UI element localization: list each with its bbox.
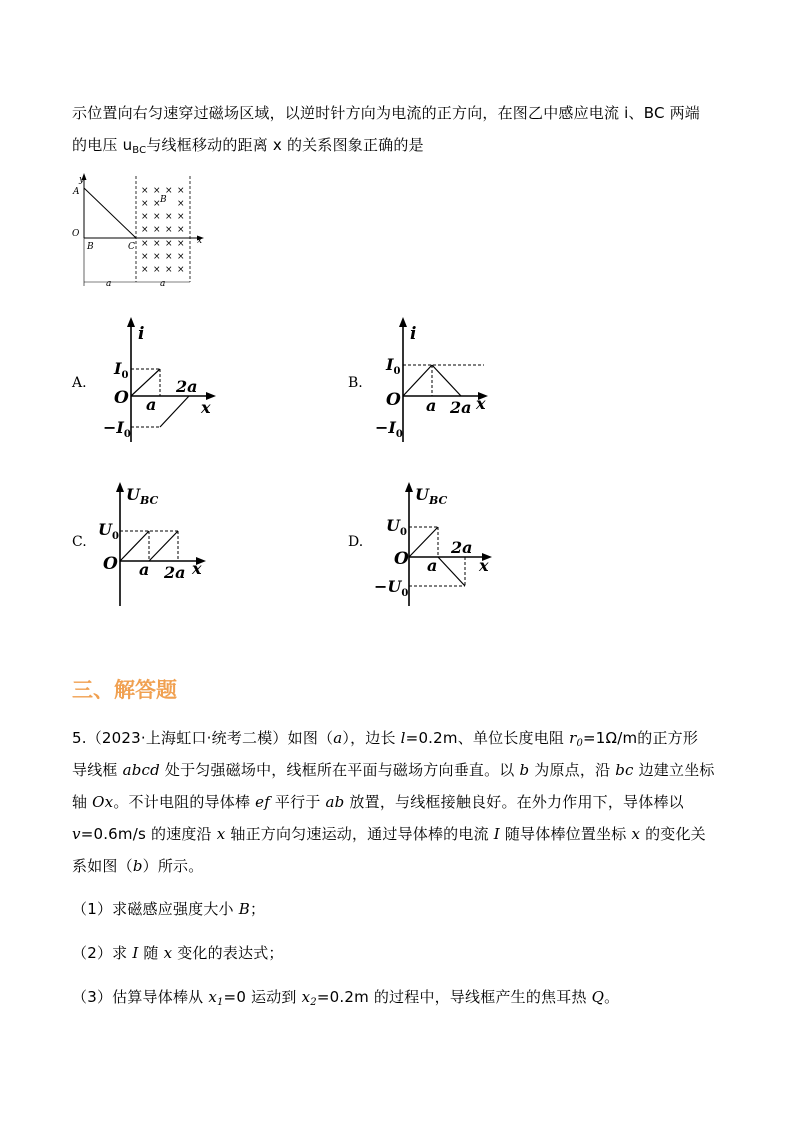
option-a-label: A. xyxy=(72,375,87,391)
field-cross-mark: × xyxy=(165,186,173,196)
axis-label-x: x xyxy=(197,236,203,246)
text-segment: 5.（2023·上海虹口·统考二模）如图（ xyxy=(72,729,334,747)
text-segment: =0.2m、单位长度电阻 xyxy=(405,729,570,747)
length-label-a1: a xyxy=(106,279,112,289)
text-segment: ； xyxy=(249,900,266,918)
origin-label: O xyxy=(386,390,401,410)
y-axis-label: i xyxy=(410,324,417,344)
field-cross-mark: × xyxy=(165,212,173,222)
text-segment: 放置，与线框接触良好。在外力作用下，导体棒以 xyxy=(344,793,684,811)
field-cross-mark: × xyxy=(165,252,173,262)
tick-2a-label: 2a xyxy=(176,377,198,396)
length-label-a2: a xyxy=(160,279,166,289)
point-label-c: C xyxy=(128,242,135,252)
text-segment: bc xyxy=(615,761,634,779)
text-segment: x xyxy=(208,988,217,1006)
neg-i0-label: $-I_0$ xyxy=(103,418,131,440)
tick-2a-label: 2a xyxy=(451,538,473,557)
text-segment: x xyxy=(216,825,226,843)
q5-line-1 xyxy=(72,727,698,749)
point-label-a: A xyxy=(73,187,80,197)
neg-i0-label: $-I_0$ xyxy=(375,418,403,440)
field-cross-mark: × xyxy=(153,239,161,249)
i0-label: $I_0$ xyxy=(114,359,129,381)
text-segment: a xyxy=(333,729,343,747)
text-segment: x xyxy=(301,988,311,1006)
y-axis-label: $U_{BC}$ xyxy=(126,485,159,507)
text-segment: 随 xyxy=(138,944,164,962)
text-segment: 。不计电阻的导体棒 xyxy=(113,793,256,811)
x-axis-label: x xyxy=(192,559,202,578)
q5-subquestion-2 xyxy=(72,942,284,963)
text-segment: 的变化关 xyxy=(640,825,706,843)
option-a-graph xyxy=(100,315,230,445)
text-segment: x xyxy=(631,825,641,843)
origin-label: O xyxy=(394,549,409,569)
text-segment: （1）求磁感应强度大小 xyxy=(72,900,239,918)
neg-u0-label: $-U_0$ xyxy=(374,577,409,599)
text-segment: =0 运动到 xyxy=(223,988,302,1006)
option-d-graph xyxy=(372,480,502,610)
x-axis-label: x xyxy=(201,398,211,417)
field-cross-mark: × xyxy=(177,199,185,209)
option-c-label: C. xyxy=(72,534,87,550)
tick-2a-label: 2a xyxy=(164,563,186,582)
text-segment: 变化的表达式； xyxy=(172,944,284,962)
origin-label: O xyxy=(114,388,129,408)
text-segment: =0.6m/s 的速度沿 xyxy=(80,825,217,843)
text-segment: v xyxy=(72,825,81,843)
field-cross-mark: × xyxy=(141,225,149,235)
x-axis-label: x xyxy=(476,394,486,413)
text-segment: l xyxy=(400,729,406,747)
field-cross-mark: × xyxy=(177,239,185,249)
field-cross-mark: × xyxy=(177,225,185,235)
text-segment: Q xyxy=(591,988,605,1006)
option-d-label: D. xyxy=(348,534,364,550)
field-label-b: B xyxy=(160,195,167,205)
section-title: 三、解答题 xyxy=(72,678,177,702)
point-label-b: B xyxy=(87,242,94,252)
tick-a-label: a xyxy=(146,395,157,414)
field-cross-mark: × xyxy=(153,265,161,275)
text-segment: b xyxy=(132,857,143,875)
field-cross-mark: × xyxy=(177,212,185,222)
subscript: BC xyxy=(132,145,147,156)
text-segment: ab xyxy=(325,793,345,811)
subscript: 2 xyxy=(310,997,317,1008)
text-segment: ）所示。 xyxy=(142,857,204,875)
i0-label: $I_0$ xyxy=(386,355,401,377)
text-segment: ef xyxy=(255,793,270,811)
option-b-graph xyxy=(372,315,502,445)
tick-a-label: a xyxy=(427,556,438,575)
q5-line-3 xyxy=(72,791,684,812)
field-cross-mark: × xyxy=(141,199,149,209)
text-segment: r xyxy=(569,729,577,747)
field-cross-mark: × xyxy=(177,186,185,196)
x-axis-label: x xyxy=(479,556,489,575)
text-segment: 处于匀强磁场中，线框所在平面与磁场方向垂直。以 xyxy=(159,761,520,779)
origin-label: O xyxy=(72,229,80,239)
text-segment: 轴 xyxy=(72,793,93,811)
text-segment: 。 xyxy=(604,988,620,1006)
subscript: 0 xyxy=(576,738,584,749)
field-cross-mark: × xyxy=(141,239,149,249)
text-segment: 导线框 xyxy=(72,761,123,779)
field-cross-mark: × xyxy=(141,186,149,196)
text-segment: =0.2m 的过程中，导线框产生的焦耳热 xyxy=(316,988,592,1006)
field-cross-mark: × xyxy=(153,199,161,209)
tick-a-label: a xyxy=(139,560,150,579)
tick-a-label: a xyxy=(426,396,437,415)
field-cross-mark: × xyxy=(165,225,173,235)
text-segment: 平行于 xyxy=(269,793,326,811)
axis-label-y: y xyxy=(79,175,85,185)
y-axis-label: $U_{BC}$ xyxy=(415,485,448,507)
origin-label: O xyxy=(103,554,118,574)
field-cross-mark: × xyxy=(153,212,161,222)
field-cross-mark: × xyxy=(153,225,161,235)
u0-label: $U_0$ xyxy=(386,516,407,538)
text-segment: 轴正方向匀速运动，通过导体棒的电流 xyxy=(225,825,494,843)
field-cross-mark: × xyxy=(141,252,149,262)
text-segment: 为原点，沿 xyxy=(529,761,616,779)
field-cross-mark: × xyxy=(165,239,173,249)
text-segment: abcd xyxy=(122,761,160,779)
text-segment: （3）估算导体棒从 xyxy=(72,988,209,1006)
text-segment: 的电压 u xyxy=(72,136,133,154)
option-c-graph xyxy=(94,480,224,610)
text-segment: 边建立坐标 xyxy=(633,761,715,779)
field-cross-mark: × xyxy=(141,212,149,222)
text-segment: ），边长 xyxy=(342,729,401,747)
u0-label: $U_0$ xyxy=(98,520,119,542)
text-segment: （2）求 xyxy=(72,944,133,962)
q5-subquestion-3 xyxy=(72,986,619,1008)
question-text-line-1: 示位置向右匀速穿过磁场区域，以逆时针方向为电流的正方向，在图乙中感应电流 i、BC 两端 xyxy=(72,104,701,122)
field-cross-mark: × xyxy=(141,265,149,275)
field-cross-mark: × xyxy=(177,265,185,275)
q5-line-2 xyxy=(72,759,715,780)
text-segment: 与线框移动的距离 x 的关系图象正确的是 xyxy=(146,136,424,154)
figure-frame-field xyxy=(70,170,210,290)
field-cross-mark: × xyxy=(177,252,185,262)
text-segment: Ox xyxy=(92,793,114,811)
q5-line-5 xyxy=(72,855,203,876)
subscript: 1 xyxy=(216,997,224,1008)
text-segment: I xyxy=(493,825,500,843)
text-segment: 系如图（ xyxy=(72,857,133,875)
field-cross-mark: × xyxy=(153,252,161,262)
text-segment: =1Ω/m的正方形 xyxy=(583,729,699,747)
field-cross-mark: × xyxy=(153,186,161,196)
y-axis-label: i xyxy=(138,324,145,344)
q5-subquestion-1 xyxy=(72,898,265,919)
option-b-label: B. xyxy=(348,375,363,391)
q5-line-4 xyxy=(72,823,706,844)
field-cross-mark: × xyxy=(165,265,173,275)
text-segment: x xyxy=(163,944,173,962)
text-segment: b xyxy=(519,761,530,779)
text-segment: B xyxy=(238,900,250,918)
text-segment: I xyxy=(132,944,139,962)
question-text-line-2 xyxy=(72,134,424,156)
text-segment: 随导体棒位置坐标 xyxy=(499,825,632,843)
tick-2a-label: 2a xyxy=(450,398,472,417)
